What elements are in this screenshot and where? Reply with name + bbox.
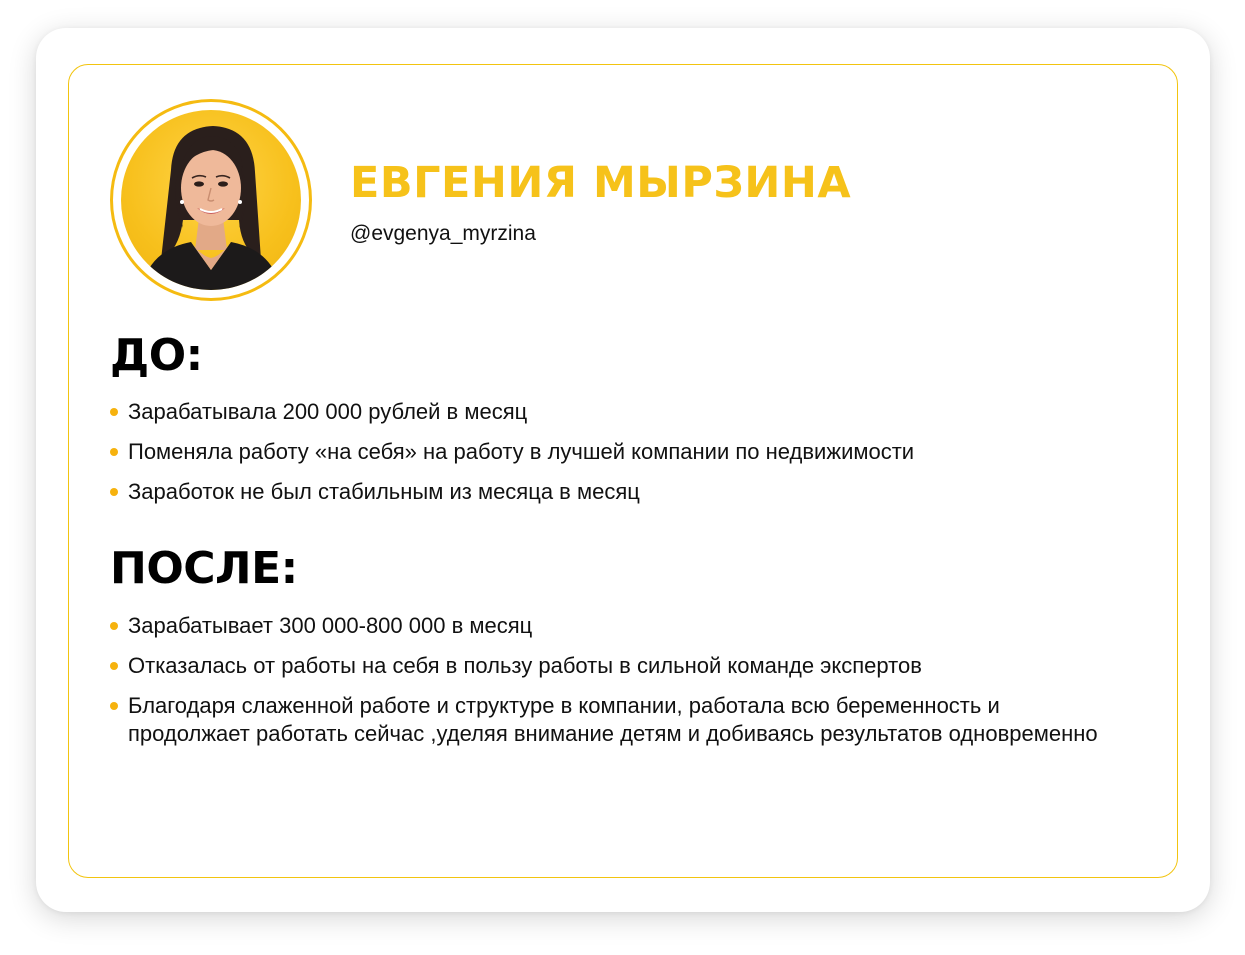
profile-handle[interactable]: @evgenya_myrzina [350, 222, 536, 245]
portrait-photo-icon [121, 110, 301, 290]
before-heading: ДО: [110, 330, 203, 381]
bullet-dot-icon [110, 622, 118, 630]
list-item [110, 478, 1110, 506]
list-item-text: Поменяла работу «на себя» на работу в лучшей компании по недвижимости [128, 439, 915, 464]
bullet-dot-icon [110, 488, 118, 496]
list-item [110, 612, 1110, 640]
bullet-dot-icon [110, 702, 118, 710]
list-item-text: Зарабатывала 200 000 рублей в месяц [128, 399, 528, 424]
avatar [121, 110, 301, 290]
list-item-text: Заработок не был стабильным из месяца в месяц [128, 479, 640, 504]
profile-name: ЕВГЕНИЯ МЫРЗИНА [350, 158, 852, 208]
after-heading: ПОСЛЕ: [110, 543, 298, 594]
list-item [110, 652, 1110, 680]
list-item [110, 692, 1110, 748]
list-item [110, 438, 1110, 466]
after-list [110, 612, 1110, 760]
avatar-ring [110, 99, 312, 301]
bullet-dot-icon [110, 448, 118, 456]
bullet-dot-icon [110, 662, 118, 670]
list-item-text: Благодаря слаженной работе и структуре в компании, работала всю беременность и продолжает работать сейчас ,уделяя внимание детям и добиваясь результатов одновременно [128, 693, 1098, 746]
bullet-dot-icon [110, 408, 118, 416]
list-item-text: Отказалась от работы на себя в пользу работы в сильной команде экспертов [128, 653, 922, 678]
list-item [110, 398, 1110, 426]
before-list [110, 398, 1110, 518]
list-item-text: Зарабатывает 300 000-800 000 в месяц [128, 613, 533, 638]
